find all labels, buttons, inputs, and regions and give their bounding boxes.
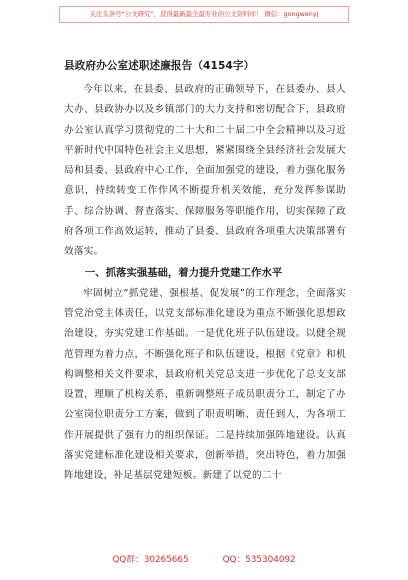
footer: [0, 554, 408, 566]
document-title: 县政府办公室述职述廉报告（4154字）: [64, 60, 255, 72]
section-heading: 一、抓落实强基础，着力提升党建工作水平: [84, 266, 283, 279]
footer-qq: QQ：535304092: [222, 555, 296, 565]
intro-paragraph: 今年以来，在县委、县政府的正确领导下，在县委办、县人大办、县政协办以及乡镇部门的大力支持和密切配合下，县政府办公室认真学习贯彻党的二十大和二十届二中全会精神以及习近平新时代中国特色社会主义思想，紧紧围绕全县经济社会发展大局和县委、县政府中心工作，全面加强党的建设，着力强化服务意识，持续转变工作作风不断提升机关效能，充分发挥参谋助手、综合协调、督查落实、保障服务等职能作用，切实保障了政府各项工作高效运转，推动了县委、县政府各项重大决策部署有效落实。: [64, 84, 346, 258]
section-paragraph: 牢固树立“抓党建、强根基、促发展”的工作理念，全面落实管党治党主体责任，以党支部标准化建设为重点不断强化思想政治建设，夯实党建工作基础。一是优化班子队伍建设。以健全规范管理为着力点，不断强化班子和队伍建设，根据《党章》和机构调整相关文件要求，县政府机关党总支进一步优化了总支支部设置，理顺了机构关系，重新调整班子成员职责分工，制定了办公室岗位职责分工方案，做到了职责明晰、责任到人，为各项工作开展提供了强有力的组织保证。二是持续加强阵地建设。认真落实党建标准化建设相关要求，创新举措，突出特色，着力加强阵地建设，补足基层党建短板。新建了以党的二十: [64, 287, 346, 482]
document-body: [64, 80, 346, 487]
footer-qq-group: QQ群：30265665: [112, 555, 189, 565]
header-banner: 关注头条号“公文研究”，获得最新最全最专业的公文资料库！ 微信：gongwenyj: [59, 6, 349, 23]
